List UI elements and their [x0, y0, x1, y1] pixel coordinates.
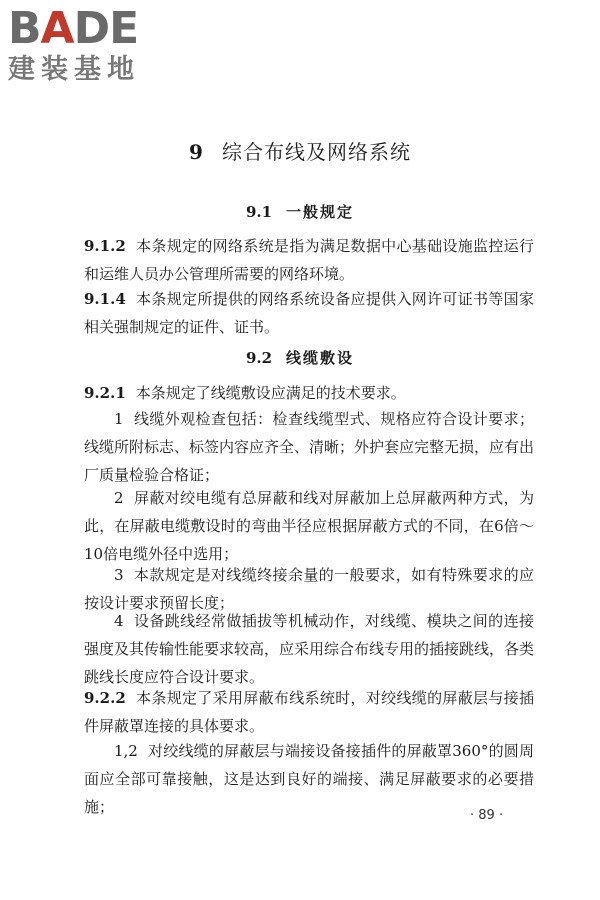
item-text: 线缆外观检查包括：检查线缆型式、规格应符合设计要求；线缆所附标志、标签内容应齐全、清晰；外护套应完整无损，应有出厂质量检验合格证；	[84, 410, 535, 484]
item-text: 屏蔽对绞电缆有总屏蔽和线对屏蔽加上总屏蔽两种方式，为此，在屏蔽电缆敷设时的弯曲半径应根据屏蔽方式的不同，在6倍～10倍电缆外径中选用；	[84, 489, 534, 563]
clause-9-2-1-item-4	[84, 607, 534, 691]
chapter-title	[0, 136, 600, 165]
chapter-heading: 综合布线及网络系统	[221, 140, 411, 164]
item-number: 2	[114, 489, 124, 507]
item-number: 1	[114, 410, 124, 428]
clause-number: 9.2.1	[84, 384, 126, 402]
clause-text: 本条规定的网络系统是指为满足数据中心基础设施监控运行和运维人员办公管理所需要的网络环境。	[84, 237, 534, 283]
clause-text: 本条规定了采用屏蔽布线系统时，对绞线缆的屏蔽层与接插件屏蔽罩连接的具体要求。	[84, 689, 534, 735]
logo-subtitle: 建装基地	[8, 54, 140, 85]
clause-text: 本条规定所提供的网络系统设备应提供入网许可证书等国家相关强制规定的证件、证书。	[84, 290, 534, 336]
section-heading-9-1: 9.1 一般规定	[245, 203, 355, 221]
clause-9-2-1	[84, 379, 534, 407]
chapter-number: 9	[189, 140, 204, 164]
item-text: 本款规定是对线缆终接余量的一般要求，如有特殊要求的应按设计要求预留长度；	[84, 566, 534, 612]
logo-wordmark: B A DE	[8, 3, 139, 54]
clause-text: 本条规定了线缆敷设应满足的技术要求。	[135, 384, 406, 402]
item-number: 3	[114, 566, 124, 584]
item-number: 1,2	[114, 742, 138, 760]
item-number: 4	[114, 612, 124, 630]
clause-number: 9.1.4	[84, 290, 126, 308]
clause-9-1-2	[84, 232, 534, 288]
clause-9-2-1-item-1	[84, 405, 534, 489]
item-text: 对绞线缆的屏蔽层与端接设备接插件的屏蔽罩360°的圆周面应全部可靠接触，这是达到良好的端接、满足屏蔽要求的必要措施；	[84, 742, 534, 816]
section-heading-9-2: 9.2 线缆敷设	[245, 349, 355, 367]
logo	[8, 3, 178, 86]
clause-9-2-2-item-1-2	[84, 737, 534, 821]
clause-9-2-2	[84, 684, 534, 740]
page-number: · 89 ·	[470, 808, 504, 823]
item-text: 设备跳线经常做插拔等机械动作，对线缆、模块之间的连接强度及其传输性能要求较高，应采用综合布线专用的插接跳线，各类跳线长度应符合设计要求。	[84, 612, 535, 686]
clause-9-2-1-item-2	[84, 484, 534, 568]
clause-number: 9.1.2	[84, 237, 126, 255]
clause-number: 9.2.2	[84, 689, 126, 707]
clause-9-1-4	[84, 285, 534, 341]
